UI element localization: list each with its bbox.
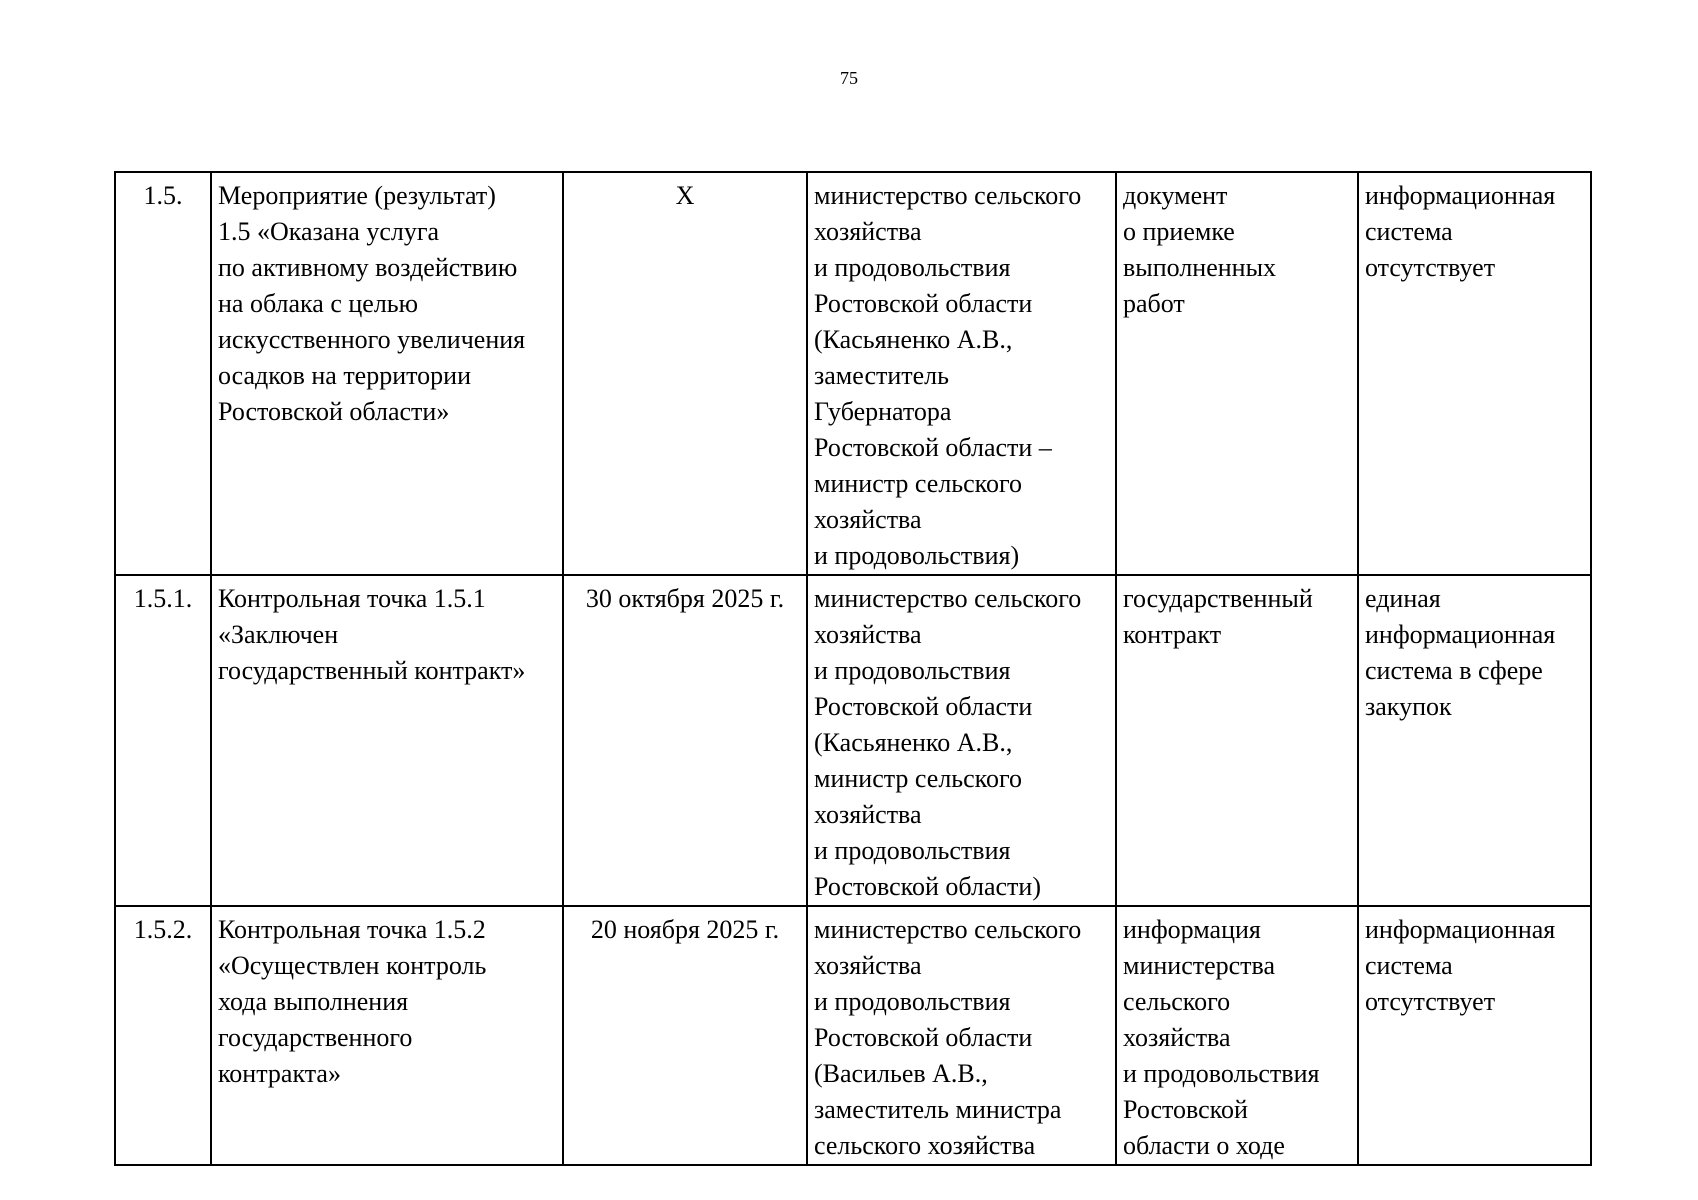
responsible-executor-line: министерство сельского bbox=[814, 915, 1082, 944]
responsible-executor-line: (Касьяненко А.В., bbox=[814, 728, 1013, 757]
confirming-document-line: сельского bbox=[1123, 987, 1231, 1016]
event-title-line: «Заключен bbox=[218, 620, 339, 649]
confirming-document-line: Ростовской bbox=[1123, 1095, 1248, 1124]
responsible-executor-line: сельского хозяйства bbox=[814, 1131, 1036, 1160]
confirming-document-line: государственный bbox=[1123, 584, 1313, 613]
event-title-line: контракта» bbox=[218, 1059, 341, 1088]
responsible-executor bbox=[807, 575, 1116, 906]
responsible-executor-line: Ростовской области bbox=[814, 1023, 1033, 1052]
information-system bbox=[1358, 172, 1591, 575]
responsible-executor bbox=[807, 906, 1116, 1165]
responsible-executor-line: министр сельского bbox=[814, 764, 1023, 793]
table-row bbox=[115, 575, 1591, 906]
confirming-document-line: документ bbox=[1123, 181, 1228, 210]
information-system-line: отсутствует bbox=[1365, 253, 1496, 282]
responsible-executor-line: и продовольствия) bbox=[814, 541, 1020, 570]
confirming-document-line: о приемке bbox=[1123, 217, 1235, 246]
event-title bbox=[211, 575, 563, 906]
responsible-executor-line: министерство сельского bbox=[814, 584, 1082, 613]
event-title-line: «Осуществлен контроль bbox=[218, 951, 487, 980]
table-row bbox=[115, 906, 1591, 1165]
responsible-executor-line: хозяйства bbox=[814, 800, 922, 829]
plan-table-body bbox=[115, 172, 1591, 1165]
page-number: 75 bbox=[840, 68, 858, 88]
confirming-document bbox=[1116, 906, 1358, 1165]
information-system-line: отсутствует bbox=[1365, 987, 1496, 1016]
responsible-executor-line: Губернатора bbox=[814, 397, 952, 426]
responsible-executor-line: Ростовской области) bbox=[814, 872, 1041, 901]
responsible-executor-line: министерство сельского bbox=[814, 181, 1082, 210]
deadline: X bbox=[563, 172, 807, 575]
event-title-line: Контрольная точка 1.5.1 bbox=[218, 584, 486, 613]
responsible-executor-line: хозяйства bbox=[814, 951, 922, 980]
responsible-executor-line: Ростовской области – bbox=[814, 433, 1052, 462]
event-title-line: государственного bbox=[218, 1023, 413, 1052]
information-system-line: информационная bbox=[1365, 915, 1556, 944]
confirming-document bbox=[1116, 575, 1358, 906]
event-title-line: по активному воздействию bbox=[218, 253, 518, 282]
confirming-document-line: области о ходе bbox=[1123, 1131, 1285, 1160]
event-title bbox=[211, 906, 563, 1165]
confirming-document-line: работ bbox=[1123, 289, 1185, 318]
responsible-executor-line: (Васильев А.В., bbox=[814, 1059, 988, 1088]
information-system-line: информационная bbox=[1365, 181, 1556, 210]
responsible-executor-line: и продовольствия bbox=[814, 253, 1011, 282]
row-number: 1.5.2. bbox=[115, 906, 211, 1165]
responsible-executor bbox=[807, 172, 1116, 575]
event-title-line: 1.5 «Оказана услуга bbox=[218, 217, 440, 246]
event-title-line: Мероприятие (результат) bbox=[218, 181, 496, 210]
information-system bbox=[1358, 575, 1591, 906]
confirming-document-line: и продовольствия bbox=[1123, 1059, 1320, 1088]
information-system-line: единая bbox=[1365, 584, 1441, 613]
information-system-line: информационная bbox=[1365, 620, 1556, 649]
event-title-line: осадков на территории bbox=[218, 361, 471, 390]
responsible-executor-line: хозяйства bbox=[814, 217, 922, 246]
information-system-line: система bbox=[1365, 951, 1453, 980]
event-title-line: хода выполнения bbox=[218, 987, 409, 1016]
confirming-document bbox=[1116, 172, 1358, 575]
information-system bbox=[1358, 906, 1591, 1165]
table-row bbox=[115, 172, 1591, 575]
information-system-line: система в сфере bbox=[1365, 656, 1543, 685]
responsible-executor-line: хозяйства bbox=[814, 620, 922, 649]
event-title-line: искусственного увеличения bbox=[218, 325, 526, 354]
event-title-line: на облака с целью bbox=[218, 289, 419, 318]
responsible-executor-line: и продовольствия bbox=[814, 836, 1011, 865]
information-system-line: закупок bbox=[1365, 692, 1452, 721]
plan-table bbox=[114, 171, 1592, 1166]
confirming-document-line: информация bbox=[1123, 915, 1261, 944]
responsible-executor-line: заместитель bbox=[814, 361, 950, 390]
responsible-executor-line: Ростовской области bbox=[814, 692, 1033, 721]
responsible-executor-line: министр сельского bbox=[814, 469, 1023, 498]
responsible-executor-line: Ростовской области bbox=[814, 289, 1033, 318]
row-number: 1.5.1. bbox=[115, 575, 211, 906]
event-title-line: государственный контракт» bbox=[218, 656, 526, 685]
responsible-executor-line: и продовольствия bbox=[814, 987, 1011, 1016]
responsible-executor-line: хозяйства bbox=[814, 505, 922, 534]
deadline: 20 ноября 2025 г. bbox=[563, 906, 807, 1165]
responsible-executor-line: (Касьяненко А.В., bbox=[814, 325, 1013, 354]
confirming-document-line: министерства bbox=[1123, 951, 1276, 980]
confirming-document-line: выполненных bbox=[1123, 253, 1277, 282]
responsible-executor-line: заместитель министра bbox=[814, 1095, 1062, 1124]
event-title-line: Ростовской области» bbox=[218, 397, 450, 426]
confirming-document-line: контракт bbox=[1123, 620, 1222, 649]
confirming-document-line: хозяйства bbox=[1123, 1023, 1231, 1052]
responsible-executor-line: и продовольствия bbox=[814, 656, 1011, 685]
row-number: 1.5. bbox=[115, 172, 211, 575]
information-system-line: система bbox=[1365, 217, 1453, 246]
event-title-line: Контрольная точка 1.5.2 bbox=[218, 915, 486, 944]
event-title bbox=[211, 172, 563, 575]
deadline: 30 октября 2025 г. bbox=[563, 575, 807, 906]
